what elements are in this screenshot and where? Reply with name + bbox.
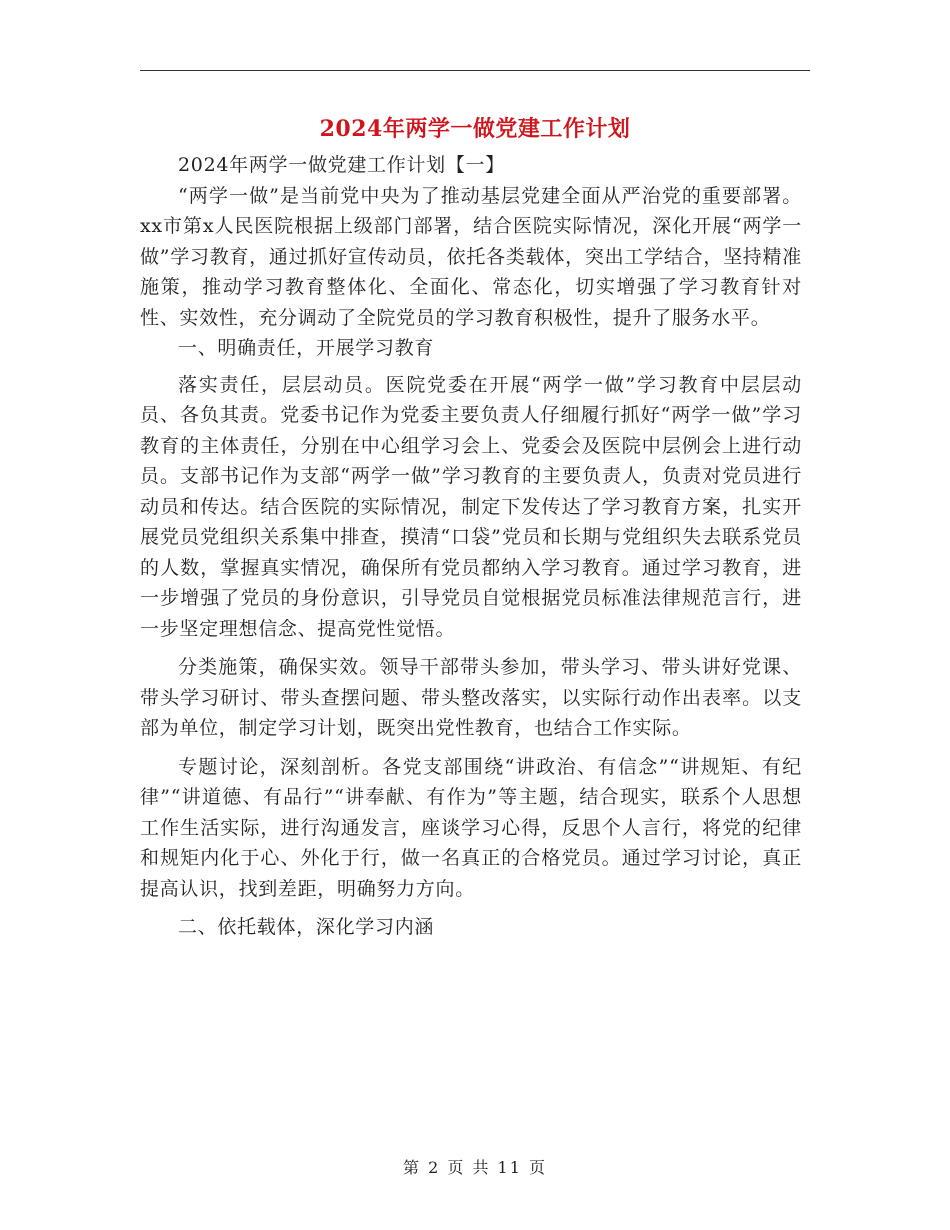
- section-heading-1: 一、明确责任，开展学习教育: [178, 337, 435, 359]
- paragraph-classified-measures: 分类施策，确保实效。领导干部带头参加，带头学习、带头讲好党课、带头学习研讨、带头查摆问题、带头整改落实，以实际行动作出表率。以支部为单位，制定学习计划，既突出党性教育，也结合工作实际。: [140, 656, 802, 739]
- paragraph-responsibility: 落实责任，层层动员。医院党委在开展“两学一做”学习教育中层层动员、各负其责。党委书记作为党委主要负责人仔细履行抓好“两学一做”学习教育的主体责任，分别在中心组学习会上、党委会及医院中层例会上进行动员。支部书记作为支部“两学一做”学习教育的主要负责人，负责对党员进行动员和传达。结合医院的实际情况，制定下发传达了学习教育方案，扎实开展党员党组织关系集中排查，摸清“口袋”党员和长期与党组织失去联系党员的人数，掌握真实情况，确保所有党员都纳入学习教育。通过学习教育，进一步增强了党员的身份意识，引导党员自觉根据党员标准法律规范言行，进一步坚定理想信念、提高党性觉悟。: [140, 373, 802, 640]
- document-title: 2024年两学一做党建工作计划: [319, 116, 631, 142]
- subtitle-paragraph: 2024年两学一做党建工作计划【一】: [178, 154, 505, 176]
- section-heading-2: 二、依托载体，深化学习内涵: [178, 916, 435, 938]
- page-footer: 第 2 页 共 11 页: [403, 1158, 547, 1177]
- document-body: [140, 150, 802, 943]
- header-rule: [140, 70, 810, 71]
- paragraph-topic-discussion: 专题讨论，深刻剖析。各党支部围绕“讲政治、有信念”“讲规矩、有纪律”“讲道德、有品行”“讲奉献、有作为”等主题，结合现实，联系个人思想工作生活实际，进行沟通发言，座谈学习心得，反思个人言行，将党的纪律和规矩内化于心、外化于行，做一名真正的合格党员。通过学习讨论，真正提高认识，找到差距，明确努力方向。: [140, 755, 802, 900]
- intro-paragraph: “两学一做”是当前党中央为了推动基层党建全面从严治党的重要部署。xx市第x人民医院根据上级部门部署，结合医院实际情况，深化开展“两学一做”学习教育，通过抓好宣传动员，依托各类载体，突出工学结合，坚持精准施策，推动学习教育整体化、全面化、常态化，切实增强了学习教育针对性、实效性，充分调动了全院党员的学习教育积极性，提升了服务水平。: [140, 184, 802, 329]
